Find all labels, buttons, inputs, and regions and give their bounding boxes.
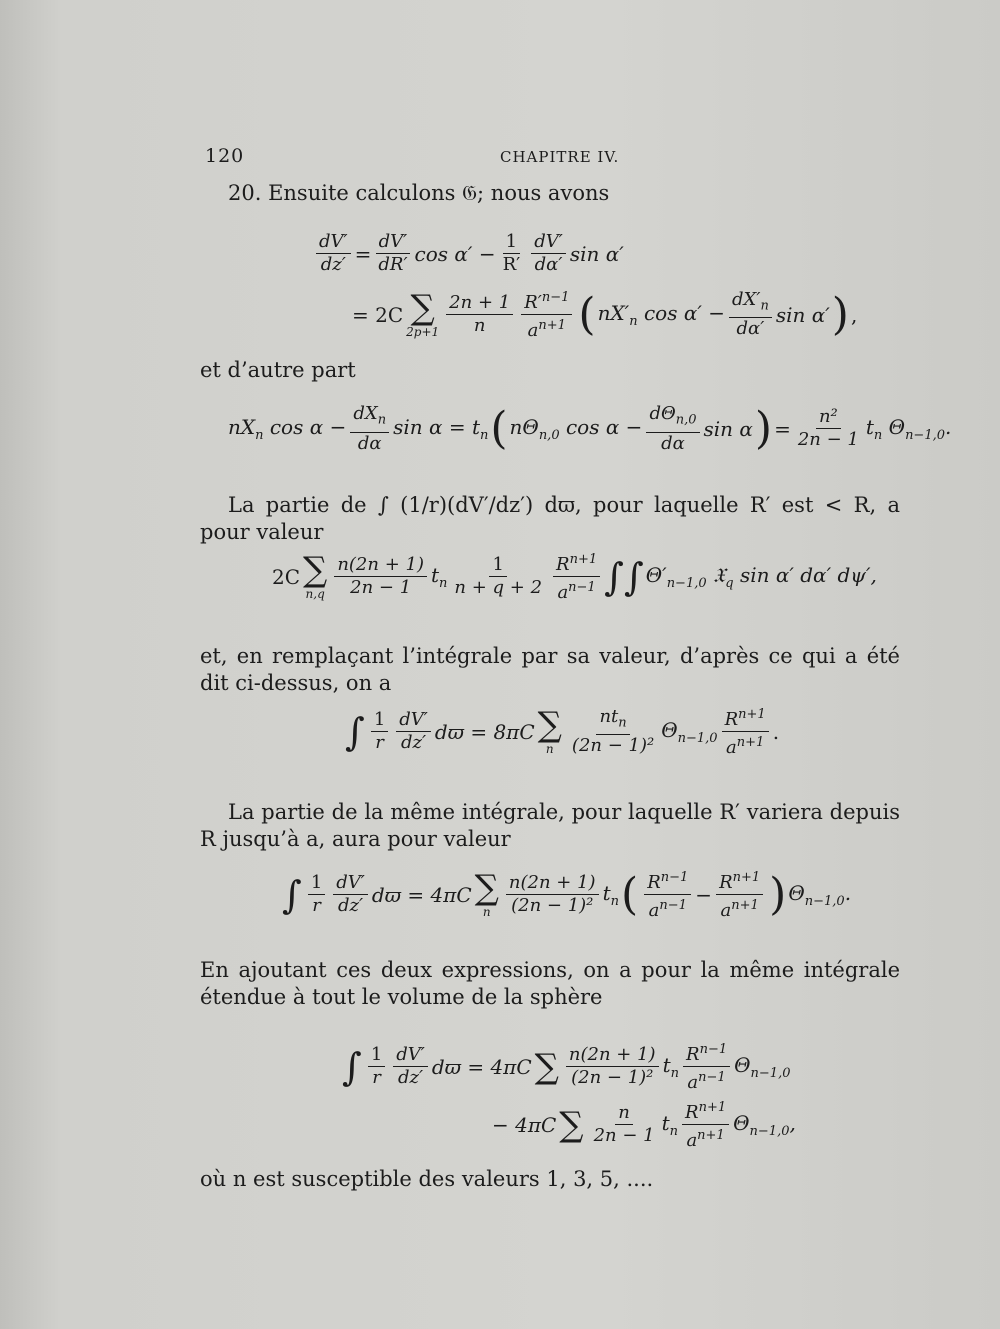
- equation-7a: ∫ $\frac{1}{r}$ $\frac{dV'}{dz'}$ dϖ = 4πC ∑ $\frac{n(2n + 1)}{\text{(2n − 1)²}}$ $t_n$ $\frac{R^{n-1}}{a^{n-1}}$ $\Theta_{n-1,0}$: [342, 1042, 791, 1093]
- paragraph-7: où n est susceptible des valeurs 1, 3, 5, ....: [200, 1167, 654, 1191]
- page-number: 120: [205, 145, 245, 167]
- equation-1: $\frac{dV'}{dz'}$ = $\frac{dV'}{dR'}$ cos α′ − $\frac{1}{R'}$ $\frac{dV'}{d\alpha'}$ sin α′: [312, 232, 624, 275]
- equation-3: $nX_n$ cos α − $\frac{dX_n}{d\alpha}$ $\sin \alpha = t_n$ ( $n\Theta_{n,0}$ cos α − $\frac{d\Theta_{n,0}}{d\alpha}$ sin α ) = $\frac{\text{n²}}{2n - 1}$ $t_n$ $\Theta_{n-1,0}$.: [228, 402, 952, 454]
- equation-5: ∫ $\frac{1}{r}$ $\frac{dV'}{dz'}$ dϖ = 8πC ∑ n $\frac{nt_n}{\text{(2n − 1)²}}$ $\Theta_{n-1,0}$ $\frac{R^{n+1}}{a^{n+1}}$ .: [345, 704, 780, 758]
- chapter-title: CHAPITRE IV.: [500, 148, 620, 166]
- equation-6: ∫ $\frac{1}{r}$ $\frac{dV'}{dz'}$ dϖ = 4πC ∑ n $\frac{n(2n + 1)}{\text{(2n − 1)²}}$ $t_n$ ( $\frac{R^{n-1}}{a^{n-1}}$ − $\frac{R^{n+1}}{a^{n+1}}$ ) $\Theta_{n-1,0}$.: [282, 867, 852, 921]
- paragraph-1: 20. Ensuite calculons 𝔊; nous avons: [228, 181, 610, 205]
- equation-7b: − 4πC ∑ $\frac{n}{2n - 1}$ $t_n$ $\frac{R^{n+1}}{a^{n+1}}$ $\Theta_{n-1,0}$,: [492, 1100, 796, 1151]
- paragraph-3: La partie de ∫ (1/r)(dV′/dz′) dϖ, pour laquelle R′ est < R, a pour valeur: [200, 493, 900, 544]
- equation-2: = 2C ∑ 2p+1 $\frac{2n + 1}{n}$ $\frac{R'^{n-1}}{a^{n+1}}$ ( $nX'_n$ cos α′ − $\frac{dX'_n}{d\alpha'}$ sin α′ ) ,: [352, 287, 858, 341]
- page-header: [205, 145, 895, 169]
- paragraph-4: et, en remplaçant l’intégrale par sa valeur, d’après ce qui a été dit ci-dessus, on a: [200, 644, 900, 695]
- paragraph-6: En ajoutant ces deux expressions, on a pour la même intégrale étendue à tout le volume de la sphère: [200, 958, 900, 1009]
- paragraph-2: et d’autre part: [200, 358, 356, 382]
- paragraph-5: La partie de la même intégrale, pour laquelle R′ variera depuis R jusqu’à a, aura pour valeur: [200, 800, 900, 851]
- equation-4: 2C ∑ n,q $\frac{n(2n + 1)}{2n - 1}$ $t_n$ $\frac{1}{n + q + 2}$ $\frac{R^{n+1}}{a^{n-1}}$ ∫∫ $\Theta'_{n-1,0}$ 𝔛$_q$ sin α′ dα′ dψ′,: [272, 549, 877, 603]
